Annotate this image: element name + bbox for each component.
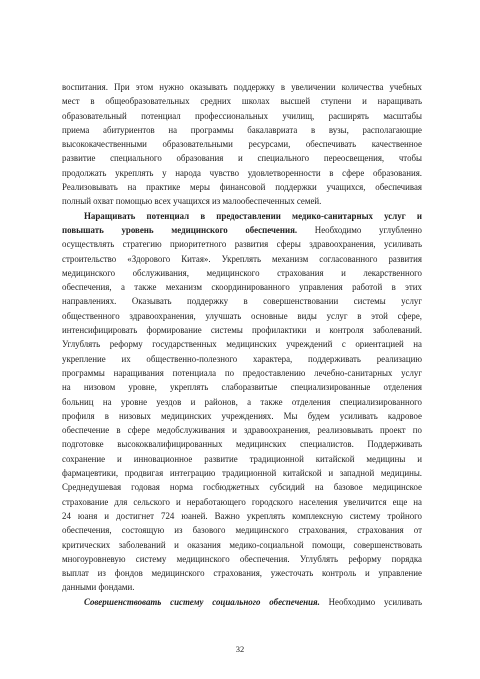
body-text: обеспечения, состоящую из базового медицинского страхования, страхования от: [62, 525, 422, 536]
body-text: фармацевтики, продвигая интеграцию традиционной китайской и западной медицины.: [62, 468, 422, 479]
text-line: [62, 437, 422, 451]
text-line: [62, 137, 422, 151]
text-line: [62, 294, 422, 308]
body-text: направлениях. Оказывать поддержку в совершенствовании системы услуг: [62, 296, 422, 307]
body-text: критических заболеваний и оказания медико-социальной помощи, совершенствовать: [62, 539, 422, 550]
body-text: больниц на уровне уездов и районов, а также отделения специализированного: [62, 396, 422, 407]
text-line: [62, 151, 422, 165]
text-line: [62, 452, 422, 466]
body-text: продолжать укреплять у народа чувство удовлетворенности в сфере образования.: [62, 167, 422, 178]
body-text: мест в общеобразовательных средних школах высшей ступени и наращивать: [62, 96, 422, 107]
body-text: сохранение и инновационное развитие традиционной китайской медицины и: [62, 453, 422, 464]
emphasized-text: Наращивать потенциал в предоставлении медико-санитарных услуг и: [84, 210, 422, 221]
body-text: Среднедушевая годовая норма госбюджетных субсидий на базовое медицинское: [62, 482, 422, 493]
body-text: Необходимо усиливать: [319, 596, 422, 607]
text-line: [62, 323, 422, 337]
text-line: [62, 180, 422, 194]
document-body: [62, 80, 422, 640]
text-line: [62, 466, 422, 480]
text-line: [62, 552, 422, 566]
body-text: общественного здравоохранения, улучшать основные виды услуг в этой сфере,: [62, 310, 422, 321]
text-line: [62, 94, 422, 108]
text-line: [62, 352, 422, 366]
text-line: [62, 495, 422, 509]
body-text: высококачественными образовательными ресурсами, обеспечивать качественное: [62, 139, 422, 150]
body-text: осуществлять стратегию приоритетного развития сферы здравоохранения, усиливать: [62, 239, 422, 250]
text-line: [62, 280, 422, 294]
body-text: страхование для сельского и неработающего городского населения увеличится еще на: [62, 496, 422, 507]
body-text: медицинского обслуживания, медицинского страхования и лекарственного: [62, 267, 422, 278]
body-text: обеспечения, а также механизм скоординированного управления работой в этих: [62, 282, 422, 293]
body-text: интенсифицировать формирование системы профилактики и контроля заболеваний.: [62, 325, 422, 336]
body-text: выплат из фондов медицинского страхования, ужесточать контроль и управление: [62, 568, 422, 579]
text-line: [62, 409, 422, 423]
body-text: 24 юаня и достигнет 724 юаней. Важно укреплять комплексную систему тройного: [62, 510, 422, 521]
page-number: 32: [235, 644, 245, 654]
text-line: [62, 123, 422, 137]
body-text: образовательный потенциал профессиональных училищ, расширять масштабы: [62, 110, 422, 121]
text-line: [62, 309, 422, 323]
text-line: [62, 523, 422, 537]
text-line: [62, 109, 422, 123]
body-text: воспитания. При этом нужно оказывать поддержку в увеличении количества учебных: [62, 82, 422, 92]
text-line: [62, 266, 422, 280]
text-line: [62, 509, 422, 523]
text-line: [62, 366, 422, 380]
body-text: укрепление их общественно-полезного характера, поддерживать реализацию: [62, 353, 422, 364]
body-text: данными фондами.: [62, 582, 135, 593]
body-text: профиля в низовых медицинских учреждениях. Мы будем усиливать кадровое: [62, 410, 422, 421]
text-line: [62, 80, 422, 94]
body-text: строительство «Здорового Китая». Укреплять механизм согласованного развития: [62, 253, 422, 264]
body-text: Необходимо углубленно: [297, 224, 422, 235]
text-line: [62, 580, 422, 594]
body-text: Углублять реформу государственных медицинских учреждений с ориентацией на: [62, 339, 422, 350]
text-line: [62, 209, 422, 223]
text-line: [62, 194, 422, 208]
text-line: [62, 252, 422, 266]
body-text: приема абитуриентов на программы бакалавриата в вузы, располагающие: [62, 124, 422, 135]
body-text: программы наращивания потенциала по предоставлению лечебно-санитарных услуг: [62, 367, 422, 378]
text-line: [62, 223, 422, 237]
text-line: [62, 566, 422, 580]
text-line: [62, 423, 422, 437]
body-text: развитие специального образования и специального переосвещения, чтобы: [62, 153, 422, 164]
text-line: [62, 337, 422, 351]
body-text: на низовом уровне, укреплять слаборазвитые специализированные отделения: [62, 382, 422, 393]
text-line: [62, 395, 422, 409]
text-line: [62, 595, 422, 609]
body-text: Реализовывать на практике меры финансовой поддержки учащихся, обеспечивая: [62, 182, 422, 193]
body-text: многоуровневую систему медицинского обеспечения. Углублять реформу порядка: [62, 553, 422, 564]
emphasized-text: повышать уровень медицинского обеспечения.: [62, 224, 298, 235]
text-line: [62, 380, 422, 394]
body-text: полный охват помощью всех учащихся из малообеспеченных семей.: [62, 196, 322, 207]
body-text: обеспечение в сфере медобслуживания и здравоохранения, реализовывать проект по: [62, 425, 422, 436]
text-line: [62, 538, 422, 552]
text-line: [62, 237, 422, 251]
text-line: [62, 166, 422, 180]
emphasized-text: Совершенствовать систему социального обеспечения.: [84, 596, 320, 607]
text-line: [62, 480, 422, 494]
body-text: подготовке высококвалифицированных медицинских специалистов. Поддерживать: [62, 439, 422, 450]
